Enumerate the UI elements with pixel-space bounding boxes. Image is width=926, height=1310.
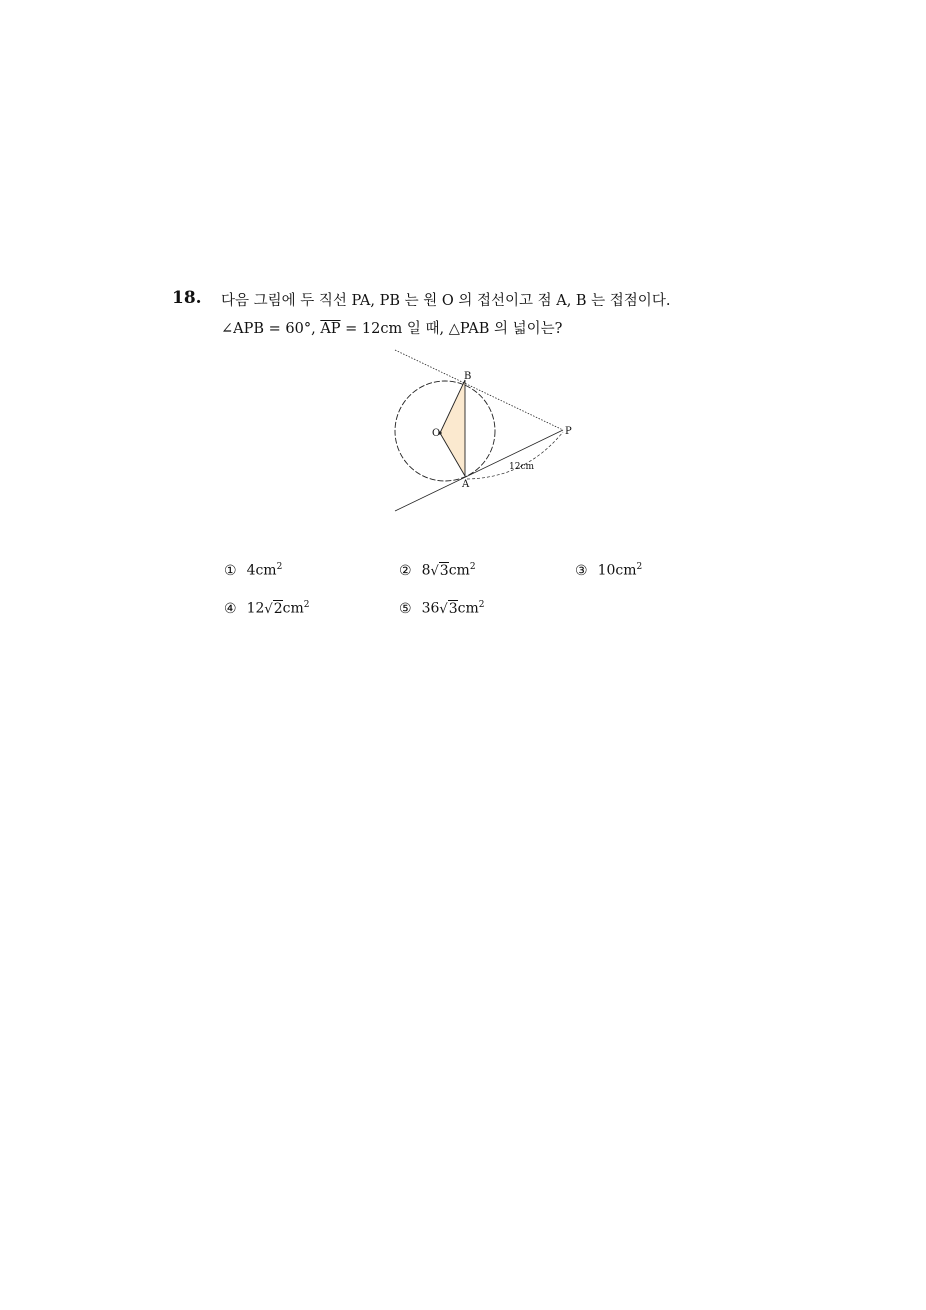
segment-ap: $\overline{AP}$ [320, 321, 341, 337]
choice-5[interactable]: ⑤ $36√3cm^2$ [399, 600, 485, 617]
geometry-figure [385, 342, 585, 517]
label-b: B [464, 371, 472, 382]
angle-condition: ∠APB = 60°, [221, 321, 321, 337]
choice-1[interactable]: ① $4cm^2$ [224, 562, 283, 579]
sqrt-symbol: √3 [439, 600, 458, 617]
triangle-oab [440, 380, 465, 476]
sqrt-symbol: √2 [264, 600, 283, 617]
label-length: 12cm [509, 462, 535, 472]
question-number: 18. [172, 288, 202, 308]
choice-mark: ⑤ [399, 600, 412, 617]
sqrt-symbol: √3 [430, 562, 449, 579]
choice-mark: ② [399, 562, 412, 579]
choice-mark: ③ [575, 562, 588, 579]
label-p: P [565, 426, 572, 437]
choice-2[interactable]: ② $8√3cm^2$ [399, 562, 476, 579]
choice-4[interactable]: ④ $12√2cm^2$ [224, 600, 310, 617]
tangent-line-pb [395, 350, 563, 430]
label-a: A [462, 479, 470, 490]
choice-mark: ① [224, 562, 237, 579]
choice-3[interactable]: ③ $10cm^2$ [575, 562, 643, 579]
question-ask: = 12cm 일 때, △PAB 의 넓이는? [340, 321, 563, 337]
tangent-line-pa [395, 430, 563, 511]
label-o: O [432, 428, 441, 439]
question-text-line2 [221, 317, 562, 338]
choice-mark: ④ [224, 600, 237, 617]
question-text-line1: 다음 그림에 두 직선 PA, PB 는 원 O 의 접선이고 점 A, B 는 접점이다. [221, 293, 671, 309]
